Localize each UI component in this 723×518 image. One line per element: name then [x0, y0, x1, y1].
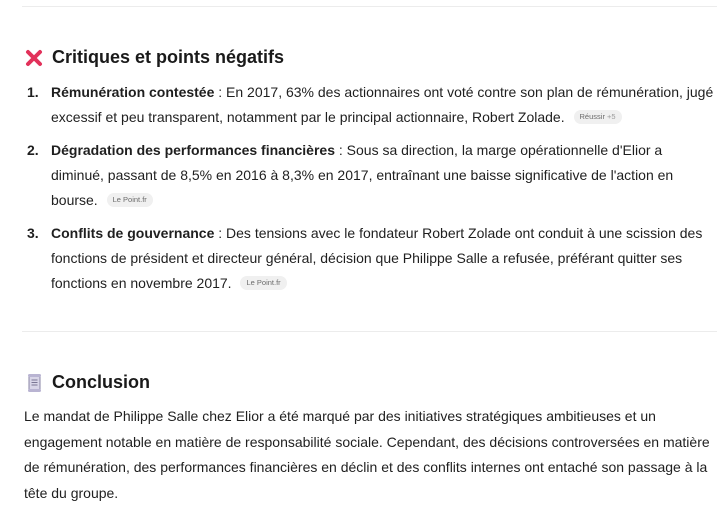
item-term: Rémunération contestée: [51, 84, 215, 100]
section-heading-critiques: [24, 47, 284, 68]
conclusion-paragraph: Le mandat de Philippe Salle chez Elior a été marqué par des initiatives stratégiques ambitieuses et un engagement notable en matière de responsabilité sociale. Cependant, des décisions controversées en matière de rémunération, des performances financières en déclin et des conflits internes ont entaché son passage à la tête du groupe.: [24, 408, 710, 501]
source-citation-badge[interactable]: [240, 276, 286, 290]
section-title: Conclusion: [52, 372, 150, 392]
divider: [22, 331, 717, 332]
source-name: Le Point.fr: [112, 195, 147, 205]
source-extra-count: +5: [606, 112, 616, 122]
item-term: Conflits de gouvernance: [51, 225, 215, 241]
list-item: [24, 80, 714, 130]
list-number: 1.: [27, 84, 39, 100]
list-item: [24, 221, 714, 296]
section-heading-conclusion: [24, 372, 150, 393]
scroll-icon: [24, 373, 44, 393]
source-citation-badge[interactable]: [107, 193, 153, 207]
item-text: : Des tensions avec le fondateur Robert Zolade ont conduit à une scission des fonctions de président et directeur général, décision que Philippe Salle a refusée, préférant quitter ses fonctions en novembre 2017.: [51, 225, 703, 291]
item-text: : En 2017, 63% des actionnaires ont voté contre son plan de rémunération, jugé excessif et peu transparent, notamment par le principal actionnaire, Robert Zolade.: [51, 84, 714, 125]
source-citation-badge[interactable]: [574, 110, 622, 124]
critiques-list: [24, 80, 714, 304]
section-title: Critiques et points négatifs: [52, 47, 285, 67]
item-term: Dégradation des performances financières: [51, 142, 335, 158]
list-item: [24, 138, 714, 213]
source-name: Réussir: [579, 112, 605, 122]
list-number: 3.: [27, 225, 39, 241]
item-text: : Sous sa direction, la marge opérationnelle d'Elior a diminué, passant de 8,5% en 2016 à 8,3% en 2017, entraînant une baisse significative de l'action en bourse.: [51, 142, 674, 208]
source-name: Le Point.fr: [246, 278, 281, 288]
cross-mark-icon: [24, 48, 44, 68]
divider: [22, 6, 717, 7]
list-number: 2.: [27, 142, 39, 158]
